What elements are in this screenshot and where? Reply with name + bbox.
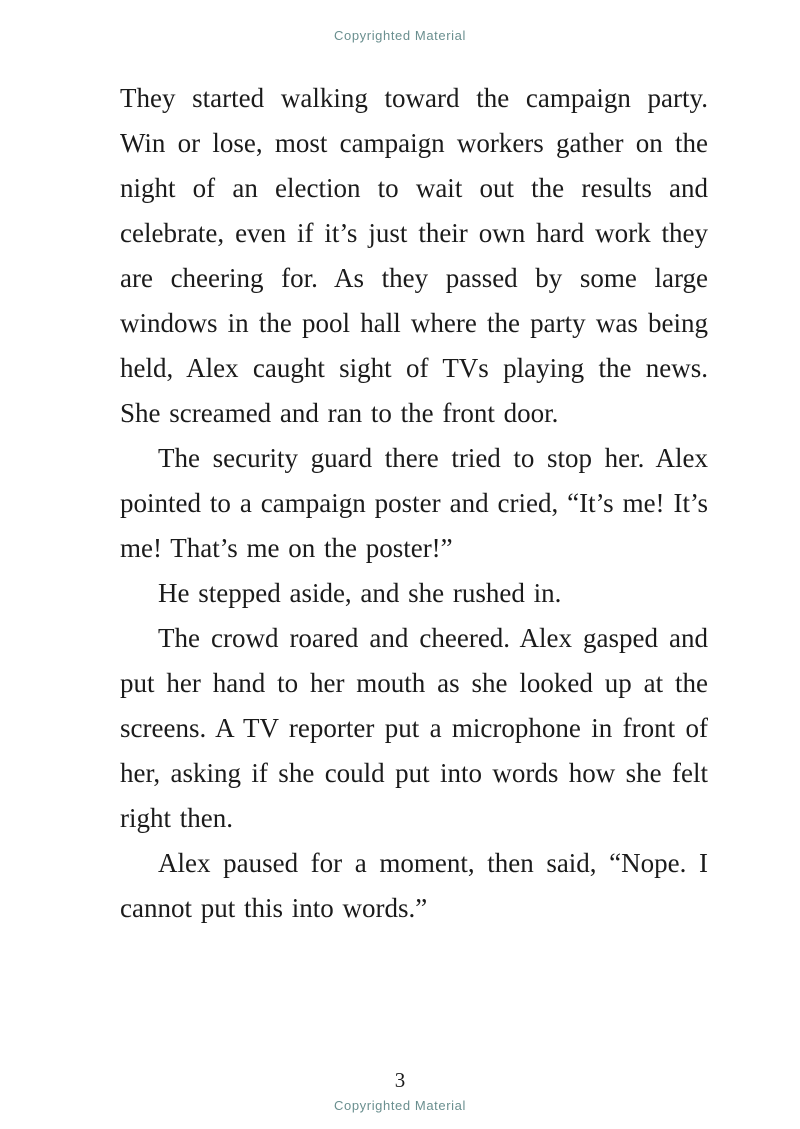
- page-footer: [0, 1068, 800, 1113]
- body-text-block: [120, 76, 708, 931]
- paragraph-2: The security guard there tried to stop her. Alex pointed to a campaign poster and cried, “It’s me! It’s me! That’s me on the poster!”: [120, 443, 708, 563]
- paragraph-3: He stepped aside, and she rushed in.: [158, 578, 562, 608]
- page-number: 3: [394, 1068, 406, 1092]
- header-copyright-notice: Copyrighted Material: [334, 28, 466, 43]
- footer-copyright-notice: Copyrighted Material: [334, 1098, 466, 1113]
- paragraph-4: The crowd roared and cheered. Alex gasped and put her hand to her mouth as she looked up at the screens. A TV reporter put a microphone in front of her, asking if she could put into words how she felt right then.: [120, 623, 708, 833]
- paragraph-5: Alex paused for a moment, then said, “Nope. I cannot put this into words.”: [120, 848, 708, 923]
- paragraph-1: They started walking toward the campaign party. Win or lose, most campaign workers gather on the night of an election to wait out the results and celebrate, even if it’s just their own hard work they are cheering for. As they passed by some large windows in the pool hall where the party was being held, Alex caught sight of TVs playing the news. She screamed and ran to the front door.: [120, 83, 708, 428]
